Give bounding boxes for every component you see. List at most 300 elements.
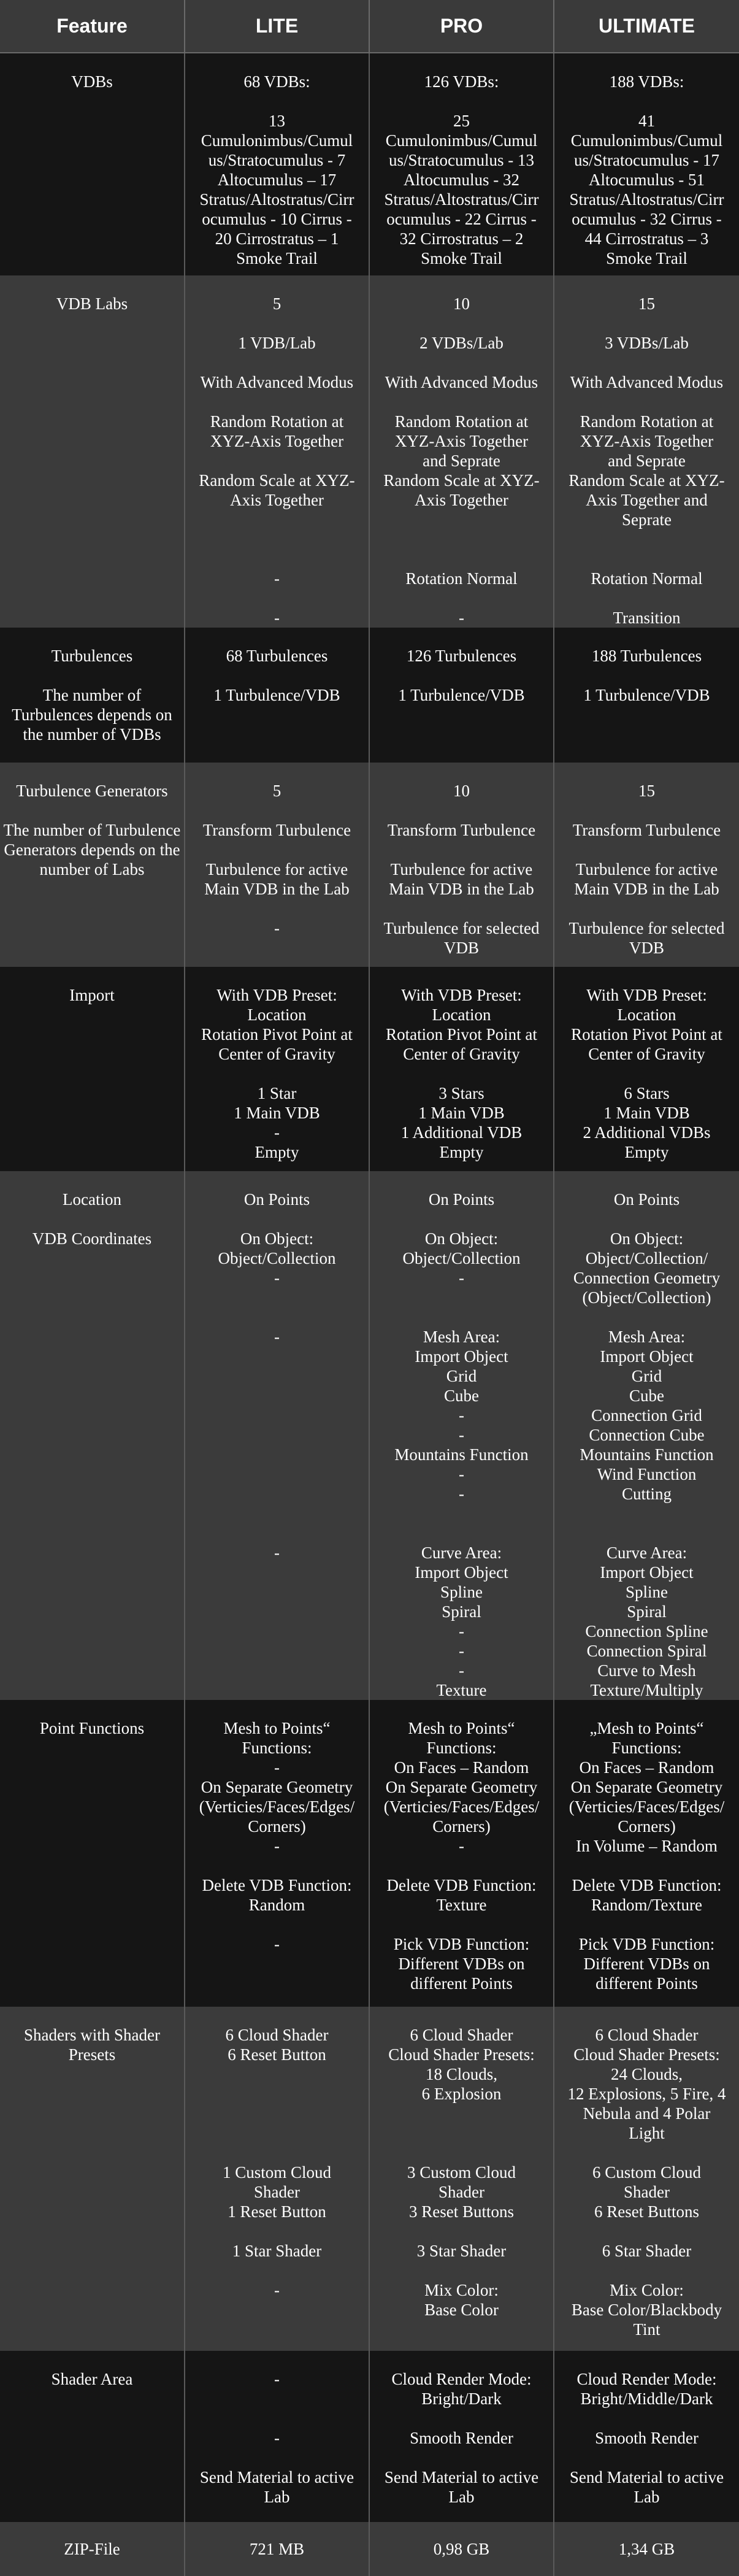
cell-line: number of Labs xyxy=(39,860,145,879)
cell-line: ocumulus - 10 Cirrus - xyxy=(202,210,352,228)
cell-line: On Separate Geometry xyxy=(385,1778,538,1796)
cell-line: Corners) xyxy=(432,1817,491,1836)
vdb-labs-ultimate-cell xyxy=(554,275,739,628)
cell-line: Altocumulus - 32 xyxy=(404,171,519,189)
cell-line xyxy=(188,2389,366,2409)
cell-line xyxy=(372,2448,551,2467)
cell-line: 0,98 GB xyxy=(433,2540,490,2558)
cell-line: Turbulence for active xyxy=(390,860,533,879)
cell-line: Object/Collection xyxy=(402,1249,521,1267)
cell-line: Shader xyxy=(438,2183,484,2201)
cell-line xyxy=(188,1856,366,1875)
cell-line: Turbulence for selected xyxy=(383,919,540,937)
cell-line: 188 VDBs: xyxy=(609,72,684,91)
zip-file-ultimate-cell xyxy=(554,2522,739,2576)
cell-line xyxy=(557,2448,737,2467)
cell-line xyxy=(188,1405,366,1425)
cell-line xyxy=(188,1661,366,1680)
import-feature-cell xyxy=(0,967,185,1171)
cell-line: and Seprate xyxy=(608,452,686,470)
cell-line: Grid xyxy=(446,1367,477,1385)
shaders-pro-cell xyxy=(369,2007,554,2351)
turbulence-generators-ultimate-cell xyxy=(554,763,739,967)
cell-line: In Volume – Random xyxy=(576,1837,718,1855)
cell-line xyxy=(557,2409,737,2428)
cell-line: Cube xyxy=(444,1386,479,1405)
cell-line xyxy=(557,1856,737,1875)
cell-line xyxy=(557,549,737,569)
cell-line: Base Color xyxy=(424,2301,499,2319)
cell-line: Mountains Function xyxy=(580,1445,714,1464)
cell-line: Texture/Multiply xyxy=(590,1681,703,1699)
cell-line: - xyxy=(274,919,280,937)
cell-line: On Object: xyxy=(424,1229,499,1248)
cell-line: Mesh to Points“ xyxy=(408,1719,515,1737)
cell-line: - xyxy=(459,609,464,627)
cell-line xyxy=(188,2084,366,2104)
shaders-feature-cell xyxy=(0,2007,185,2351)
cell-line xyxy=(188,666,366,685)
cell-line: 3 Reset Buttons xyxy=(408,2202,514,2221)
cell-line: 1 Reset Button xyxy=(228,2202,326,2221)
cell-line: On Faces – Random xyxy=(394,1758,529,1777)
cell-line: Cloud Render Mode: xyxy=(391,2370,532,2388)
cell-line: 3 Star Shader xyxy=(416,2242,507,2260)
cell-line xyxy=(188,1582,366,1602)
cell-line xyxy=(372,666,551,685)
header-row xyxy=(0,0,739,53)
cell-line: - xyxy=(459,1837,464,1855)
cell-line: 41 xyxy=(638,112,655,130)
cell-line: With Advanced Modus xyxy=(570,373,724,391)
cell-line: Lab xyxy=(634,2488,660,2506)
cell-line xyxy=(188,1641,366,1661)
cell-line xyxy=(188,1347,366,1366)
cell-line: Spiral xyxy=(442,1602,481,1621)
cell-line: Functions: xyxy=(426,1739,497,1757)
cell-line: Spline xyxy=(625,1583,668,1601)
zip-file-pro-cell xyxy=(369,2522,554,2576)
header-ultimate: ULTIMATE xyxy=(554,0,739,53)
cell-line: 6 Reset Button xyxy=(228,2045,326,2064)
cell-line: - xyxy=(459,1269,464,1287)
location-feature-cell xyxy=(0,1171,185,1700)
cell-line: Smoke Trail xyxy=(421,249,502,267)
cell-line: (Object/Collection) xyxy=(582,1288,711,1307)
cell-line: Functions: xyxy=(242,1739,312,1757)
cell-line: Transform Turbulence xyxy=(387,821,536,839)
import-pro-cell xyxy=(369,967,554,1171)
cell-line: Rotation Pivot Point at xyxy=(201,1025,353,1044)
cell-line xyxy=(188,2104,366,2123)
cell-line: Cube xyxy=(629,1386,664,1405)
cell-line: Base Color/Blackbody xyxy=(571,2301,722,2319)
cell-line xyxy=(188,2221,366,2241)
shader-area-pro-cell xyxy=(369,2351,554,2522)
cell-line: 68 VDBs: xyxy=(243,72,310,91)
cell-line: 1 Main VDB xyxy=(234,1104,320,1122)
point-functions-feature-cell xyxy=(0,1700,185,2007)
cell-line: different Points xyxy=(595,1974,698,1993)
cell-line: 6 Explosion xyxy=(421,2085,502,2103)
cell-line: Axis Together and xyxy=(586,491,708,509)
table-body xyxy=(0,53,739,2576)
cell-line: us/Stratocumulus - 13 xyxy=(389,151,534,169)
cell-line: - xyxy=(459,1406,464,1424)
cell-line: Curve Area: xyxy=(421,1544,502,1562)
cell-line xyxy=(372,353,551,372)
turbulence-generators-lite-cell xyxy=(185,763,369,967)
cell-line: ocumulus - 32 Cirrus - xyxy=(572,210,722,228)
cell-line: Object/Collection/ xyxy=(585,1249,708,1267)
cell-line: Center of Gravity xyxy=(588,1045,705,1063)
cell-line xyxy=(188,91,366,111)
cell-line: 5 xyxy=(272,782,281,800)
cell-line: With VDB Preset: xyxy=(401,986,522,1004)
cell-line: Grid xyxy=(631,1367,662,1385)
cell-line xyxy=(188,1307,366,1327)
cell-line: - xyxy=(274,1123,280,1142)
cell-line: - xyxy=(459,1485,464,1503)
cell-line: 3 Stars xyxy=(438,1084,484,1102)
table-row-zip-file xyxy=(0,2522,739,2576)
cell-line: 6 Stars xyxy=(624,1084,670,1102)
turbulences-pro-cell xyxy=(369,628,554,763)
cell-line xyxy=(372,1288,551,1307)
cell-line: Import Object xyxy=(600,1563,694,1582)
cell-line: Object/Collection xyxy=(218,1249,336,1267)
cell-line: Different VDBs on xyxy=(583,1955,710,1973)
cell-line: Seprate xyxy=(622,510,672,529)
cell-line: 1 Turbulence/VDB xyxy=(583,686,710,704)
vdb-labs-lite-cell xyxy=(185,275,369,628)
cell-line: Lab xyxy=(264,2488,290,2506)
cell-line xyxy=(557,1209,737,1229)
cell-line: 15 xyxy=(638,782,655,800)
cell-line xyxy=(557,899,737,918)
cell-line: 1 Turbulence/VDB xyxy=(213,686,340,704)
cell-line: Center of Gravity xyxy=(218,1045,335,1063)
cell-line: Rotation Pivot Point at xyxy=(386,1025,537,1044)
cell-line: Delete VDB Function: xyxy=(572,1876,722,1894)
cell-line: On Points xyxy=(613,1190,680,1209)
cell-line xyxy=(557,666,737,685)
cell-line: 10 xyxy=(453,782,470,800)
cell-line: Turbulence for active xyxy=(205,860,348,879)
cell-line: Lab xyxy=(448,2488,475,2506)
cell-line xyxy=(188,510,366,529)
cell-line xyxy=(188,313,366,333)
cell-line: XYZ-Axis Together xyxy=(210,432,344,450)
cell-line xyxy=(372,2221,551,2241)
cell-line xyxy=(372,2104,551,2123)
cell-line: Bright/Middle/Dark xyxy=(580,2390,713,2408)
cell-line xyxy=(188,1064,366,1083)
cell-line xyxy=(372,588,551,608)
cell-line: Shader Area xyxy=(51,2370,133,2388)
import-ultimate-cell xyxy=(554,967,739,1171)
cell-line: - xyxy=(274,1269,280,1287)
cell-line: Cloud Render Mode: xyxy=(576,2370,717,2388)
cell-line: Empty xyxy=(439,1143,484,1161)
cell-line: Connection Geometry xyxy=(573,1269,721,1287)
cell-line: Random xyxy=(248,1896,305,1914)
cell-line: Curve Area: xyxy=(606,1544,687,1562)
cell-line: 1 Main VDB xyxy=(418,1104,505,1122)
cell-line: With Advanced Modus xyxy=(200,373,354,391)
cell-line: 1 Main VDB xyxy=(603,1104,690,1122)
shader-area-feature-cell xyxy=(0,2351,185,2522)
cell-line: Rotation Normal xyxy=(591,569,703,588)
cell-line xyxy=(372,1856,551,1875)
cell-line: Random Scale at XYZ- xyxy=(199,471,355,490)
cell-line: Connection Spiral xyxy=(586,1642,707,1660)
cell-line: On Separate Geometry xyxy=(570,1778,723,1796)
cell-line: Empty xyxy=(624,1143,669,1161)
cell-line: Connection Grid xyxy=(591,1406,702,1424)
cell-line: Cumulonimbus/Cumul xyxy=(201,131,353,150)
cell-line: - xyxy=(459,1426,464,1444)
cell-line: Mesh to Points“ xyxy=(223,1719,331,1737)
cell-line: Shader xyxy=(254,2183,300,2201)
cell-line: 3 Custom Cloud xyxy=(407,2163,516,2182)
cell-line: Random Rotation at xyxy=(210,412,344,431)
cell-line: Point Functions xyxy=(39,1719,145,1737)
cell-line: On Faces – Random xyxy=(579,1758,714,1777)
cell-line xyxy=(557,1064,737,1083)
cell-line: Random Scale at XYZ- xyxy=(383,471,540,490)
cell-line: 2 Additional VDBs xyxy=(583,1123,711,1142)
table-row-turbulences xyxy=(0,628,739,763)
cell-line: Delete VDB Function: xyxy=(202,1876,352,1894)
cell-line xyxy=(188,2064,366,2084)
cell-line: Stratus/Altostratus/Cirr xyxy=(199,190,354,209)
cell-line: 5 xyxy=(272,294,281,313)
cell-line: 6 Cloud Shader xyxy=(410,2026,513,2044)
cell-line: Corners) xyxy=(618,1817,676,1836)
table-row-turbulence-generators xyxy=(0,763,739,967)
cell-line: 32 Cirrostratus – 2 xyxy=(399,229,524,248)
cell-line: Import Object xyxy=(415,1563,508,1582)
cell-line: Stratus/Altostratus/Cirr xyxy=(384,190,539,209)
cell-line: Center of Gravity xyxy=(403,1045,520,1063)
cell-line xyxy=(188,1680,366,1700)
cell-line xyxy=(372,1504,551,1523)
cell-line: The number of Turbulence xyxy=(3,821,181,839)
cell-line: With VDB Preset: xyxy=(216,986,337,1004)
cell-line: Axis Together xyxy=(415,491,508,509)
cell-line: With Advanced Modus xyxy=(385,373,538,391)
cell-line xyxy=(188,1523,366,1543)
cell-line xyxy=(372,1915,551,1934)
cell-line: Curve to Mesh xyxy=(597,1661,696,1680)
vdbs-lite-cell xyxy=(185,53,369,275)
cell-line: - xyxy=(274,1328,280,1346)
cell-line: 2 VDBs/Lab xyxy=(419,334,504,352)
cell-line xyxy=(188,451,366,471)
cell-line: Main VDB in the Lab xyxy=(574,880,719,898)
cell-line: - xyxy=(459,1622,464,1640)
turbulences-ultimate-cell xyxy=(554,628,739,763)
cell-line: 1 VDB/Lab xyxy=(238,334,316,352)
cell-line: Shader xyxy=(624,2183,670,2201)
cell-line: 18 Clouds, xyxy=(425,2065,498,2083)
cell-line xyxy=(188,588,366,608)
cell-line xyxy=(557,529,737,549)
table-row-shader-area xyxy=(0,2351,739,2522)
cell-line: Transition xyxy=(613,609,681,627)
cell-line xyxy=(557,588,737,608)
cell-line xyxy=(372,1307,551,1327)
cell-line: Import xyxy=(69,986,115,1004)
cell-line xyxy=(188,1484,366,1504)
cell-line xyxy=(372,529,551,549)
cell-line xyxy=(188,2261,366,2280)
cell-line: 3 VDBs/Lab xyxy=(605,334,689,352)
cell-line: 1 Star Shader xyxy=(232,2242,322,2260)
cell-line: Mix Color: xyxy=(610,2281,684,2299)
zip-file-lite-cell xyxy=(185,2522,369,2576)
cell-line xyxy=(372,840,551,859)
turbulences-lite-cell xyxy=(185,628,369,763)
cell-line: On Separate Geometry xyxy=(201,1778,353,1796)
cell-line xyxy=(188,1209,366,1229)
vdbs-pro-cell xyxy=(369,53,554,275)
cell-line xyxy=(188,1621,366,1641)
cell-line: ocumulus - 22 Cirrus - xyxy=(386,210,537,228)
cell-line: Connection Spline xyxy=(585,1622,708,1640)
vdb-labs-feature-cell xyxy=(0,275,185,628)
cell-line xyxy=(372,2123,551,2143)
shader-area-lite-cell xyxy=(185,2351,369,2522)
cell-line: Import Object xyxy=(600,1347,694,1366)
table-row-point-functions xyxy=(0,1700,739,2007)
cell-line xyxy=(557,2221,737,2241)
point-functions-ultimate-cell xyxy=(554,1700,739,2007)
cell-line: Altocumulus – 17 xyxy=(217,171,337,189)
turbulences-feature-cell xyxy=(0,628,185,763)
cell-line xyxy=(372,313,551,333)
cell-line: - xyxy=(274,1544,280,1562)
cell-line xyxy=(188,2123,366,2143)
cell-line: 126 VDBs: xyxy=(424,72,499,91)
cell-line: - xyxy=(459,1661,464,1680)
cell-line: On Points xyxy=(243,1190,310,1209)
cell-line: Empty xyxy=(255,1143,299,1161)
cell-line: Turbulence for selected xyxy=(569,919,725,937)
cell-line: Cumulonimbus/Cumul xyxy=(570,131,723,150)
cell-line: Transform Turbulence xyxy=(572,821,721,839)
cell-line: Smooth Render xyxy=(595,2429,699,2447)
table-row-import xyxy=(0,967,739,1171)
cell-line: Different VDBs on xyxy=(398,1955,525,1973)
cell-line: VDB Coordinates xyxy=(32,1229,152,1248)
cell-line: Main VDB in the Lab xyxy=(204,880,350,898)
header-lite: LITE xyxy=(185,0,369,53)
cell-line: Cumulonimbus/Cumul xyxy=(385,131,538,150)
vdbs-ultimate-cell xyxy=(554,53,739,275)
shaders-lite-cell xyxy=(185,2007,369,2351)
cell-line: Corners) xyxy=(248,1817,306,1836)
header-feature: Feature xyxy=(0,0,185,53)
cell-line xyxy=(372,899,551,918)
location-lite-cell xyxy=(185,1171,369,1700)
cell-line: different Points xyxy=(410,1974,513,1993)
cell-line xyxy=(188,1445,366,1464)
cell-line: 24 Clouds, xyxy=(610,2065,683,2083)
cell-line: Rotation Normal xyxy=(405,569,518,588)
vdb-labs-pro-cell xyxy=(369,275,554,628)
cell-line: 6 Cloud Shader xyxy=(595,2026,699,2044)
cell-line: Texture xyxy=(436,1681,487,1699)
cell-line: 1,34 GB xyxy=(618,2540,675,2558)
cell-line: Random Rotation at xyxy=(580,412,714,431)
cell-line: - xyxy=(274,2370,280,2388)
cell-line: 721 MB xyxy=(249,2540,305,2558)
cell-line: Location xyxy=(432,1005,491,1024)
cell-line xyxy=(372,1209,551,1229)
cell-line: Mix Color: xyxy=(424,2281,499,2299)
cell-line: 6 Star Shader xyxy=(602,2242,692,2260)
cell-line xyxy=(188,392,366,412)
cell-line: Turbulences depends on xyxy=(12,706,172,724)
cell-line: Delete VDB Function: xyxy=(386,1876,537,1894)
cell-line: Cloud Shader Presets: xyxy=(388,2045,535,2064)
cell-line xyxy=(2,801,182,820)
turbulence-generators-pro-cell xyxy=(369,763,554,967)
cell-line: 188 Turbulences xyxy=(591,647,702,665)
cell-line: Cutting xyxy=(621,1485,672,1503)
vdbs-feature-cell xyxy=(0,53,185,275)
cell-line: „Mesh to Points“ xyxy=(589,1719,704,1737)
cell-line: Location xyxy=(63,1190,121,1209)
location-ultimate-cell xyxy=(554,1171,739,1700)
cell-line xyxy=(188,1425,366,1445)
cell-line xyxy=(188,1464,366,1484)
cell-line xyxy=(188,2448,366,2467)
cell-line: Send Material to active xyxy=(569,2468,724,2486)
table-row-vdb-labs xyxy=(0,275,739,628)
cell-line: Mesh Area: xyxy=(423,1328,500,1346)
point-functions-pro-cell xyxy=(369,1700,554,2007)
turbulence-generators-feature-cell xyxy=(0,763,185,967)
cell-line xyxy=(188,1563,366,1582)
cell-line: Presets xyxy=(68,2045,116,2064)
cell-line: Smoke Trail xyxy=(606,249,687,267)
cell-line: 6 Custom Cloud xyxy=(592,2163,702,2182)
header-pro: PRO xyxy=(369,0,554,53)
cell-line xyxy=(188,2409,366,2428)
cell-line: On Points xyxy=(428,1190,495,1209)
cell-line: Main VDB in the Lab xyxy=(389,880,534,898)
cell-line: - xyxy=(274,2429,280,2447)
cell-line: the number of VDBs xyxy=(23,725,161,744)
cell-line: Send Material to active xyxy=(384,2468,539,2486)
import-lite-cell xyxy=(185,967,369,1171)
cell-line: VDB xyxy=(443,939,479,957)
cell-line: Import Object xyxy=(415,1347,508,1366)
table-row-shaders xyxy=(0,2007,739,2351)
cell-line: Altocumulus - 51 xyxy=(589,171,705,189)
cell-line: and Seprate xyxy=(423,452,500,470)
cell-line xyxy=(188,529,366,549)
cell-line: Turbulences xyxy=(51,647,133,665)
cell-line: 1 Star xyxy=(257,1084,297,1102)
cell-line: Mountains Function xyxy=(394,1445,529,1464)
cell-line: Location xyxy=(617,1005,676,1024)
cell-line xyxy=(557,1915,737,1934)
cell-line xyxy=(557,1523,737,1543)
